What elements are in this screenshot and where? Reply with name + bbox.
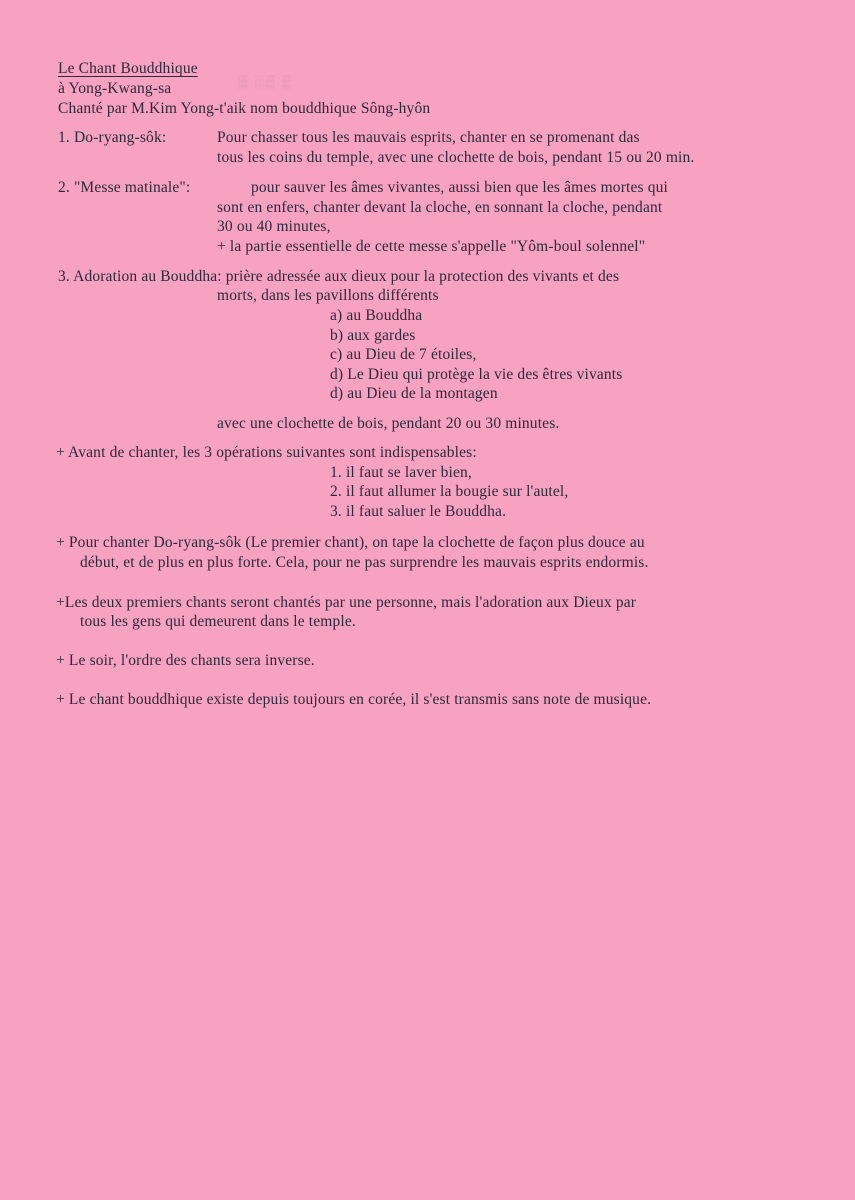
section-3-line-2: morts, dans les pavillons différents: [217, 287, 439, 304]
section-2-line-2: sont en enfers, chanter devant la cloche, en sonnant la cloche, pendant: [217, 199, 663, 216]
section-4-step: 3. il faut saluer le Bouddha.: [330, 503, 507, 520]
section-5-line-1: + Pour chanter Do-ryang-sôk (Le premier chant), on tape la clochette de façon plus douce au: [56, 534, 645, 551]
place-line: à Yong-Kwang-sa: [58, 80, 172, 97]
section-3-item: b) aux gardes: [330, 327, 416, 344]
section-8-line: + Le chant bouddhique existe depuis toujours en corée, il s'est transmis sans note de musique.: [56, 691, 652, 708]
section-3-item: a) au Bouddha: [330, 307, 423, 324]
section-4-step: 1. il faut se laver bien,: [330, 464, 472, 481]
section-5-line-2: début, et de plus en plus forte. Cela, pour ne pas surprendre les mauvais esprits endormis.: [80, 554, 649, 571]
section-4-step: 2. il faut allumer la bougie sur l'autel,: [330, 483, 569, 500]
section-2-label: 2. "Messe matinale":: [58, 179, 191, 196]
section-3-item: d) au Dieu de la montagen: [330, 385, 498, 402]
singer-line: Chanté par M.Kim Yong-t'aik nom bouddhique Sông-hyôn: [58, 100, 431, 117]
section-1-line-2: tous les coins du temple, avec une clochette de bois, pendant 15 ou 20 min.: [217, 149, 695, 166]
section-1-line-1: Pour chasser tous les mauvais esprits, chanter en se promenant das: [217, 129, 640, 146]
section-6-line-1: +Les deux premiers chants seront chantés par une personne, mais l'adoration aux Dieux par: [56, 594, 637, 611]
section-2-line-1: pour sauver les âmes vivantes, aussi bien que les âmes mortes qui: [251, 179, 668, 196]
section-3-item: c) au Dieu de 7 étoiles,: [330, 346, 477, 363]
section-6-line-2: tous les gens qui demeurent dans le temple.: [80, 613, 356, 630]
section-3-closing: avec une clochette de bois, pendant 20 ou 30 minutes.: [217, 415, 560, 432]
section-2-note: + la partie essentielle de cette messe s'appelle "Yôm-boul solennel": [217, 238, 646, 255]
section-3-item: d) Le Dieu qui protège la vie des êtres vivants: [330, 366, 623, 383]
faded-stamp: ▒ ░▒ ▒: [238, 74, 294, 89]
section-4-intro: + Avant de chanter, les 3 opérations suivantes sont indispensables:: [56, 444, 477, 461]
document-title: Le Chant Bouddhique: [58, 60, 198, 77]
section-3-line-1: 3. Adoration au Bouddha: prière adressée aux dieux pour la protection des vivants et des: [58, 268, 620, 285]
section-1-label: 1. Do-ryang-sôk:: [58, 129, 167, 146]
section-2-line-3: 30 ou 40 minutes,: [217, 218, 331, 235]
section-7-line: + Le soir, l'ordre des chants sera inverse.: [56, 652, 315, 669]
